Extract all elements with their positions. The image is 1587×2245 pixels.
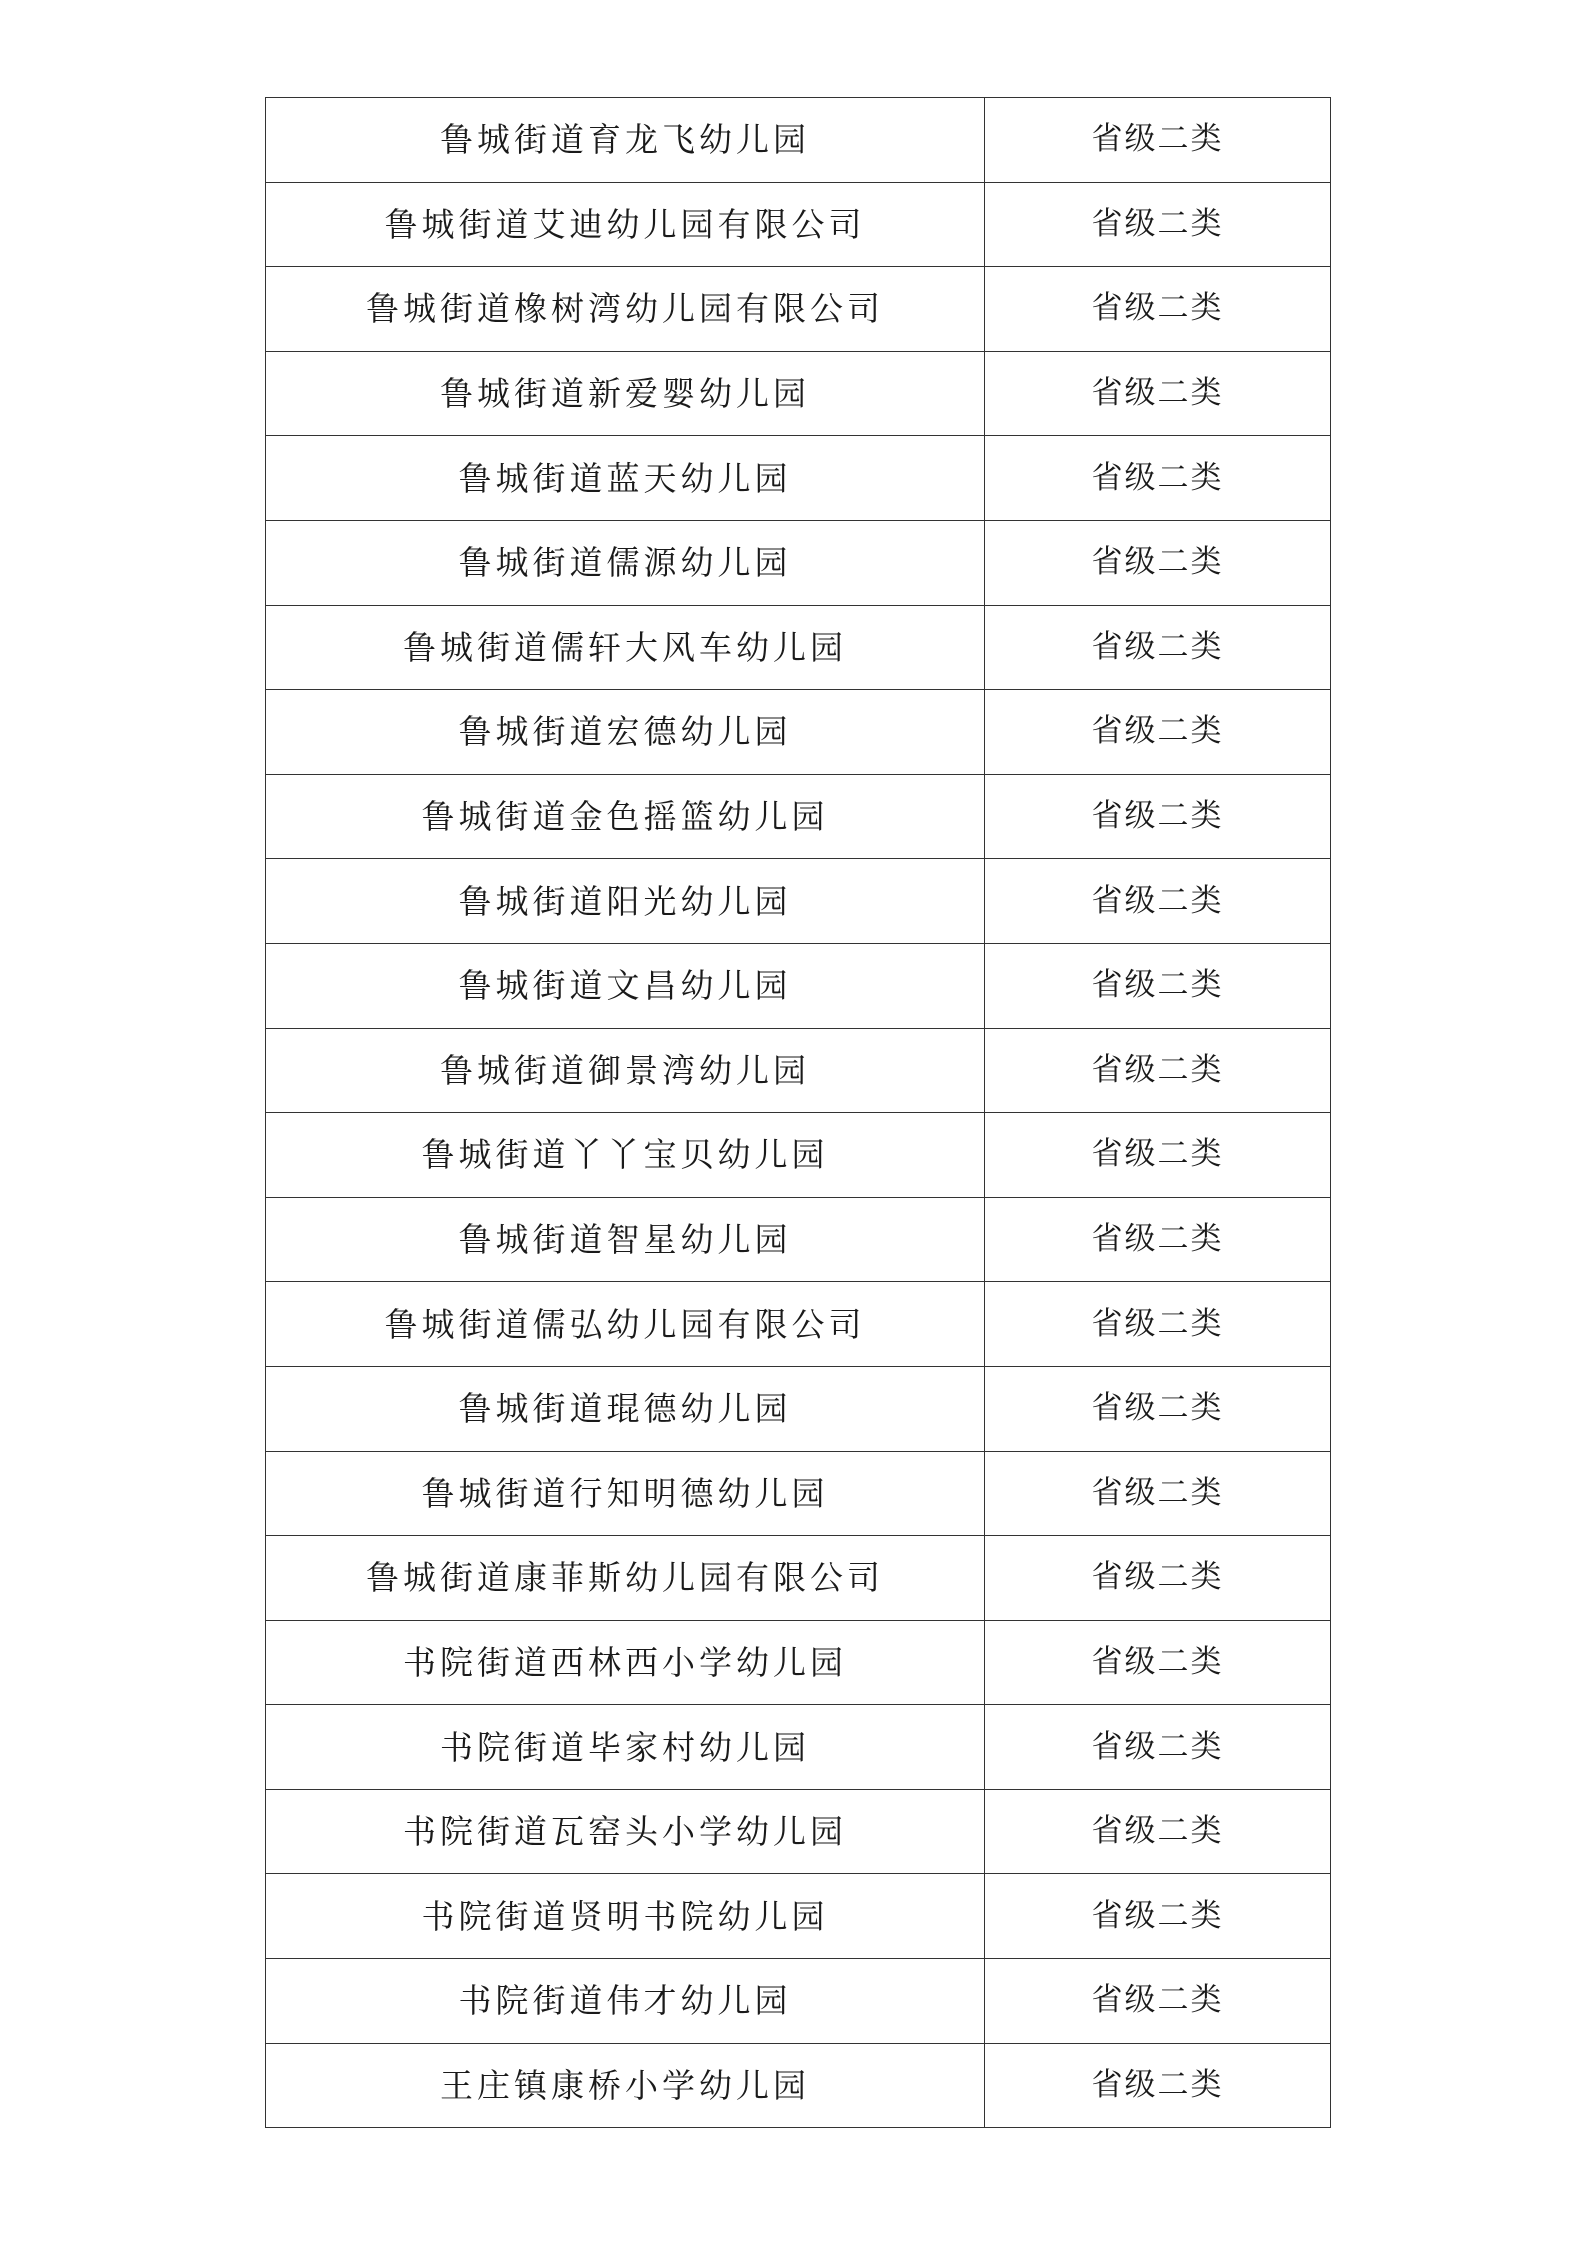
rating-grade-cell: 省级二类 — [985, 1705, 1331, 1790]
kindergarten-name-cell: 鲁城街道艾迪幼儿园有限公司 — [266, 182, 985, 267]
table-row — [266, 774, 1331, 859]
rating-grade-cell: 省级二类 — [985, 605, 1331, 690]
kindergarten-name-cell: 书院街道伟才幼儿园 — [266, 1959, 985, 2044]
rating-grade-cell: 省级二类 — [985, 690, 1331, 775]
table-row — [266, 1874, 1331, 1959]
rating-grade-cell: 省级二类 — [985, 1028, 1331, 1113]
table-row — [266, 1451, 1331, 1536]
table-row — [266, 943, 1331, 1028]
table-row — [266, 436, 1331, 521]
rating-grade-cell: 省级二类 — [985, 1451, 1331, 1536]
rating-grade-cell: 省级二类 — [985, 1197, 1331, 1282]
table-row — [266, 1197, 1331, 1282]
kindergarten-name-cell: 鲁城街道育龙飞幼儿园 — [266, 98, 985, 183]
kindergarten-name-cell: 书院街道毕家村幼儿园 — [266, 1705, 985, 1790]
kindergarten-name-cell: 鲁城街道蓝天幼儿园 — [266, 436, 985, 521]
rating-grade-cell: 省级二类 — [985, 267, 1331, 352]
table-row — [266, 859, 1331, 944]
table-row — [266, 98, 1331, 183]
table-row — [266, 1620, 1331, 1705]
table-body — [266, 98, 1331, 2128]
kindergarten-name-cell: 鲁城街道琨德幼儿园 — [266, 1366, 985, 1451]
kindergarten-name-cell: 鲁城街道橡树湾幼儿园有限公司 — [266, 267, 985, 352]
kindergarten-name-cell: 鲁城街道儒源幼儿园 — [266, 520, 985, 605]
rating-grade-cell: 省级二类 — [985, 1789, 1331, 1874]
table-row — [266, 1789, 1331, 1874]
rating-grade-cell: 省级二类 — [985, 1959, 1331, 2044]
rating-grade-cell: 省级二类 — [985, 774, 1331, 859]
rating-grade-cell: 省级二类 — [985, 1366, 1331, 1451]
rating-grade-cell: 省级二类 — [985, 98, 1331, 183]
table-row — [266, 605, 1331, 690]
kindergarten-name-cell: 书院街道瓦窑头小学幼儿园 — [266, 1789, 985, 1874]
rating-grade-cell: 省级二类 — [985, 351, 1331, 436]
kindergarten-name-cell: 鲁城街道宏德幼儿园 — [266, 690, 985, 775]
kindergarten-name-cell: 鲁城街道智星幼儿园 — [266, 1197, 985, 1282]
kindergarten-name-cell: 鲁城街道儒轩大风车幼儿园 — [266, 605, 985, 690]
kindergarten-name-cell: 鲁城街道阳光幼儿园 — [266, 859, 985, 944]
kindergarten-name-cell: 王庄镇康桥小学幼儿园 — [266, 2043, 985, 2128]
kindergarten-name-cell: 鲁城街道金色摇篮幼儿园 — [266, 774, 985, 859]
rating-grade-cell: 省级二类 — [985, 2043, 1331, 2128]
rating-grade-cell: 省级二类 — [985, 1282, 1331, 1367]
rating-grade-cell: 省级二类 — [985, 1113, 1331, 1198]
table-row — [266, 1282, 1331, 1367]
kindergarten-name-cell: 鲁城街道丫丫宝贝幼儿园 — [266, 1113, 985, 1198]
kindergarten-name-cell: 鲁城街道儒弘幼儿园有限公司 — [266, 1282, 985, 1367]
kindergarten-name-cell: 鲁城街道文昌幼儿园 — [266, 943, 985, 1028]
table-row — [266, 2043, 1331, 2128]
table-row — [266, 267, 1331, 352]
rating-grade-cell: 省级二类 — [985, 943, 1331, 1028]
table-row — [266, 182, 1331, 267]
kindergarten-name-cell: 书院街道贤明书院幼儿园 — [266, 1874, 985, 1959]
rating-grade-cell: 省级二类 — [985, 1536, 1331, 1621]
rating-grade-cell: 省级二类 — [985, 182, 1331, 267]
rating-grade-cell: 省级二类 — [985, 1874, 1331, 1959]
table-row — [266, 351, 1331, 436]
table-row — [266, 520, 1331, 605]
rating-grade-cell: 省级二类 — [985, 1620, 1331, 1705]
kindergarten-name-cell: 鲁城街道御景湾幼儿园 — [266, 1028, 985, 1113]
rating-grade-cell: 省级二类 — [985, 520, 1331, 605]
rating-grade-cell: 省级二类 — [985, 436, 1331, 521]
kindergarten-rating-table — [265, 97, 1331, 2128]
table-row — [266, 1959, 1331, 2044]
rating-grade-cell: 省级二类 — [985, 859, 1331, 944]
table-row — [266, 690, 1331, 775]
table-row — [266, 1366, 1331, 1451]
kindergarten-name-cell: 书院街道西林西小学幼儿园 — [266, 1620, 985, 1705]
table-row — [266, 1113, 1331, 1198]
kindergarten-name-cell: 鲁城街道康菲斯幼儿园有限公司 — [266, 1536, 985, 1621]
table-row — [266, 1536, 1331, 1621]
table-row — [266, 1028, 1331, 1113]
kindergarten-name-cell: 鲁城街道行知明德幼儿园 — [266, 1451, 985, 1536]
table-row — [266, 1705, 1331, 1790]
kindergarten-name-cell: 鲁城街道新爱婴幼儿园 — [266, 351, 985, 436]
